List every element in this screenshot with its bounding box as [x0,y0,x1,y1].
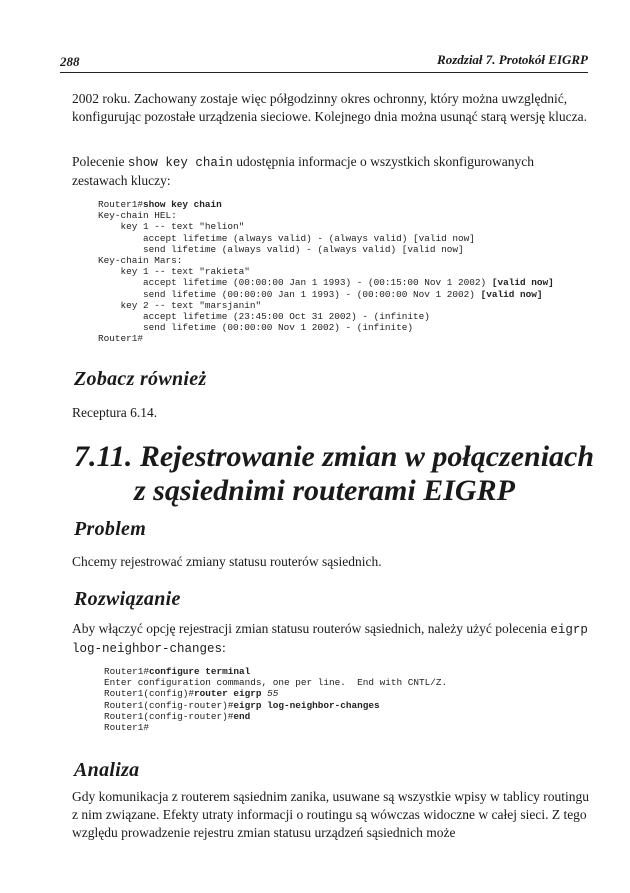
code-text: key 1 -- text "helion" [98,221,245,233]
command-intro-pre: Polecenie [72,154,128,169]
command-intro-paragraph [72,153,592,190]
command-intro-post: udostępnia informacje o wszystkich skonfigurowanych zestawach kluczy: [72,154,534,188]
code-text: send lifetime (00:00:00 Jan 1 1993) - (00:00:00 Nov 1 2002) [98,288,481,300]
running-title: Rozdział 7. Protokół EIGRP [437,52,588,67]
section-title [74,440,594,508]
code-line [98,333,554,344]
code-prompt: Router1(config-router)# [104,699,234,711]
code-text: accept lifetime (00:00:00 Jan 1 1993) - (00:15:00 Nov 1 2002) [98,277,492,289]
code-line [104,722,447,733]
code-text: send lifetime (00:00:00 Nov 1 2002) - (infinite) [98,322,414,334]
code-text: Key-chain Mars: [98,255,183,267]
code-text: Router1# [98,333,144,345]
code-line [98,221,554,232]
solution-text-pre: Aby włączyć opcję rejestracji zmian statusu routerów sąsiednich, należy użyć polecenia [72,621,551,636]
solution-heading: Rozwiązanie [74,588,181,610]
code-status-bold: [valid now] [491,277,554,289]
analysis-text: Gdy komunikacja z routerem sąsiednim zanika, usuwane są wszystkie wpisy w tablicy routingu z nim związane. Efekty utraty informacji o routingu są wówczas widoczne w całej sieci. Z tego względu prowadzenie rejestru zmian statusu urządzeń sąsiednich może [72,789,590,840]
code-command: eigrp log-neighbor-changes [233,699,380,711]
code-text: accept lifetime (23:45:00 Oct 31 2002) - (infinite) [98,311,430,323]
code-text: Router1# [104,722,150,734]
code-line [98,244,554,255]
code-text: key 1 -- text "rakieta" [98,266,250,278]
code-text: Enter configuration commands, one per line. End with CNTL/Z. [104,677,448,689]
solution-text-post: : [222,640,226,655]
section-title-line1: 7.11. Rejestrowanie zmian w połączeniach [74,440,595,473]
analysis-heading: Analiza [74,759,140,781]
code-line [98,266,554,277]
code-text: Key-chain HEL: [98,210,177,222]
see-also-text: Receptura 6.14. [72,405,158,420]
code-line [98,322,554,333]
code-command: configure terminal [149,666,251,677]
code-command: end [233,710,251,722]
code-line [104,666,447,677]
code-prompt: Router1(config-router)# [104,710,234,722]
problem-heading: Problem [74,518,147,540]
code-line [104,711,447,722]
code-line [98,210,554,221]
code-block-configure [104,666,447,733]
code-line [98,233,554,244]
code-text: send lifetime (always valid) - (always valid) [valid now] [98,243,464,255]
code-prompt: Router1(config)# [104,688,195,700]
section-title-line2: z sąsiednimi routerami EIGRP [134,474,515,507]
problem-text: Chcemy rejestrować zmiany statusu routerów sąsiednich. [72,554,382,569]
code-line [98,277,554,288]
code-prompt: Router1# [98,199,144,210]
code-line [104,688,447,699]
code-text: accept lifetime (always valid) - (always valid) [valid now] [98,232,475,244]
code-status-bold: [valid now] [480,288,543,300]
code-line [98,300,554,311]
see-also-heading: Zobacz również [74,368,207,390]
command-inline: show key chain [127,156,233,170]
code-argument: 55 [261,688,279,700]
code-text: key 2 -- text "marsjanin" [98,299,262,311]
code-line [98,255,554,266]
intro-paragraph: 2002 roku. Zachowany zostaje więc półgodzinny okres ochronny, który można uwzględnić, konfigurując pozostałe urządzenia sieciowe. Kolejnego dnia można usunąć starą wersję klucza. [72,91,588,124]
code-line [98,311,554,322]
code-line [98,289,554,300]
solution-text [72,620,592,658]
code-block-show-key-chain [98,199,554,345]
code-command: show key chain [143,199,222,210]
code-line [104,677,447,688]
code-command: router eigrp [194,688,262,700]
code-prompt: Router1# [104,666,150,677]
page-number: 288 [60,54,80,69]
code-line [104,700,447,711]
page-header [60,52,588,73]
code-line [98,199,554,210]
solution-command-inline: eigrp log-neighbor-changes [72,623,588,656]
